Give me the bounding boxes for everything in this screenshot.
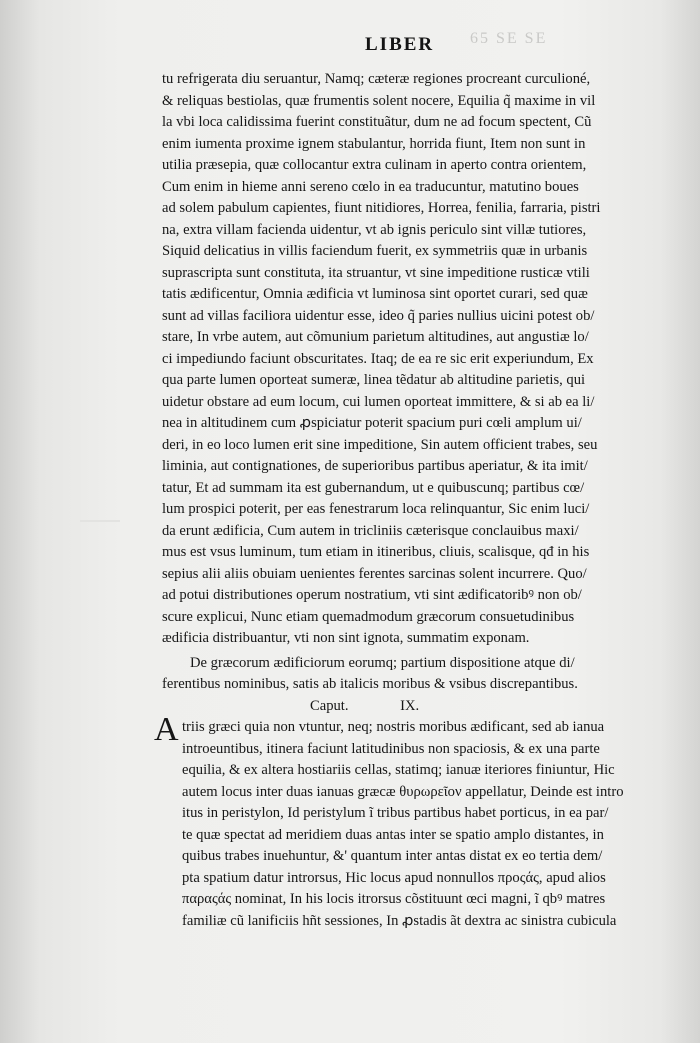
- text-line: familiæ cũ lanificiis hñt sessiones, In ꝓstadis ãt dextra ac sinistra cubicula: [182, 912, 617, 929]
- chapter-label: Caput. IX.: [310, 697, 420, 714]
- text-line: παραςάς nominat, In his locis itrorsus cõstituunt œci magni, ĩ qbꝰ matres: [182, 891, 606, 907]
- text-line: ædificia distribuantur, vti non sint ignota, summatim exponam.: [162, 630, 530, 646]
- text-line: equilia, & ex altera hostiariis cellas, statimq; ianuæ iteriores finiuntur, Hic: [182, 762, 615, 778]
- text-line: tatur, Et ad summam ita est gubernandum, ut e quibuscunq; partibus cœ/: [162, 479, 585, 496]
- text-line: utilia præsepia, quæ collocantur extra culinam in aperto contra orientem,: [162, 157, 587, 173]
- text-line: quibus trabes inuehuntur, &' quantum inter antas distat ex eo tertia dem/: [182, 848, 603, 864]
- text-line: liminia, aut contignationes, de superioribus partibus aperiatur, & ita imit/: [162, 458, 588, 474]
- text-line: & reliquas bestiolas, quæ frumentis solent nocere, Equilia q̃ maxime in vil: [162, 92, 596, 109]
- text-line: scure explicui, Nunc etiam quemadmodum græcorum consuetudinibus: [162, 608, 575, 625]
- text-line: da erunt ædificia, Cum autem in tricliniis cæterisque conclauibus maxi/: [162, 522, 579, 539]
- dropcap-line: [154, 711, 662, 748]
- text-line: introeuntibus, itinera faciunt latitudinibus non spaciosis, & ex una parte: [182, 740, 600, 757]
- text-line: te quæ spectat ad meridiem duas antas inter se spatio amplo distantes, in: [182, 826, 604, 843]
- heading-line: ferentibus nominibus, satis ab italicis moribus & vsibus discrepantibus.: [162, 676, 578, 692]
- text-line: stare, In vrbe autem, aut cõmunium parietum altitudines, aut angustiæ lo/: [162, 329, 589, 345]
- text-line: Cum enim in hieme anni sereno cœlo in ea traducuntur, matutino boues: [162, 178, 579, 195]
- text-line: la vbi loca calidissima fuerint constituãtur, dum ne ad focum spectent, Cũ: [162, 114, 592, 130]
- text-line: autem locus inter duas ianuas græcæ θυρωρεῖον appellatur, Deinde est intro: [182, 783, 624, 800]
- text-line: sepius alii aliis obuiam uenientes ferentes sarcinas solent incurrere. Quo/: [162, 565, 587, 582]
- text-line: tatis ædificentur, Omnia ædificia vt luminosa sint oportet curari, sed quæ: [162, 286, 588, 302]
- text-line: nea in altitudinem cum ꝓspiciatur poterit spacium puri cœli amplum ui/: [162, 415, 582, 431]
- page-smudge: [80, 520, 120, 522]
- text-line: tu refrigerata diu seruantur, Namq; cæteræ regiones procreant curculioné,: [162, 71, 591, 87]
- heading-line: De græcorum ædificiorum eorumq; partium dispositione atque di/: [190, 654, 575, 671]
- text-line: ci impediundo faciunt obscuritates. Itaq; de ea re sic erit experiundum, Ex: [162, 350, 594, 367]
- paragraph-1: [162, 69, 662, 650]
- text-line: sunt ad villas faciliora uidentur esse, ideo q̃ paries nullius uicini potest ob/: [162, 307, 595, 324]
- text-line: mus est vsus luminum, tum etiam in itineribus, cliuis, scalisque, qđ in his: [162, 544, 590, 560]
- text-line: na, extra villam facienda uidentur, vt ab ignis periculo sint villæ tutiores,: [162, 221, 587, 238]
- text-line: pta spatium datur introrsus, Hic locus apud nonnullos προςάς, apud alios: [182, 869, 606, 886]
- text-block: [154, 69, 662, 932]
- drop-cap-letter: A: [154, 711, 179, 748]
- text-line: ad potui distributiones operum nostratium, vti sint ædificatoribꝰ non ob/: [162, 587, 582, 603]
- text-line: uidetur obstare ad eum locum, cui lumen oporteat immittere, & si ab ea li/: [162, 393, 595, 410]
- text-line: Siquid delicatius in villis faciendum fuerit, ex symmetriis quæ in urbanis: [162, 243, 588, 259]
- text-line: qua parte lumen oporteat sumeræ, linea tẽdatur ab altitudine parietis, qui: [162, 372, 586, 388]
- section-heading: [162, 653, 662, 696]
- bleed-through-text: 65 SE SE: [470, 30, 548, 47]
- running-title: LIBER: [365, 34, 435, 55]
- text-line: enim iumenta proxime ignem stabulantur, horrida fiunt, Item non sunt in: [162, 135, 586, 152]
- text-line: triis græci quia non vtuntur, neq; nostris moribus ædificant, sed ab ianua: [182, 719, 605, 735]
- text-line: suprascripta sunt constituta, ita struantur, vt sine impeditione rusticæ vtili: [162, 264, 590, 281]
- text-line: lum prospici poterit, per eas fenestrarum loca relinquantur, Sic enim luci/: [162, 501, 590, 517]
- text-line: ad solem pabulum capientes, fiunt nitidiores, Horrea, fenilia, farraria, pistri: [162, 200, 601, 216]
- text-line: itus in peristylon, Id peristylum ĩ tribus partibus habet porticus, in ea par/: [182, 805, 609, 821]
- text-line: deri, in eo loco lumen erit sine impeditione, Sin autem officient trabes, seu: [162, 436, 598, 453]
- paragraph-2: [154, 711, 662, 932]
